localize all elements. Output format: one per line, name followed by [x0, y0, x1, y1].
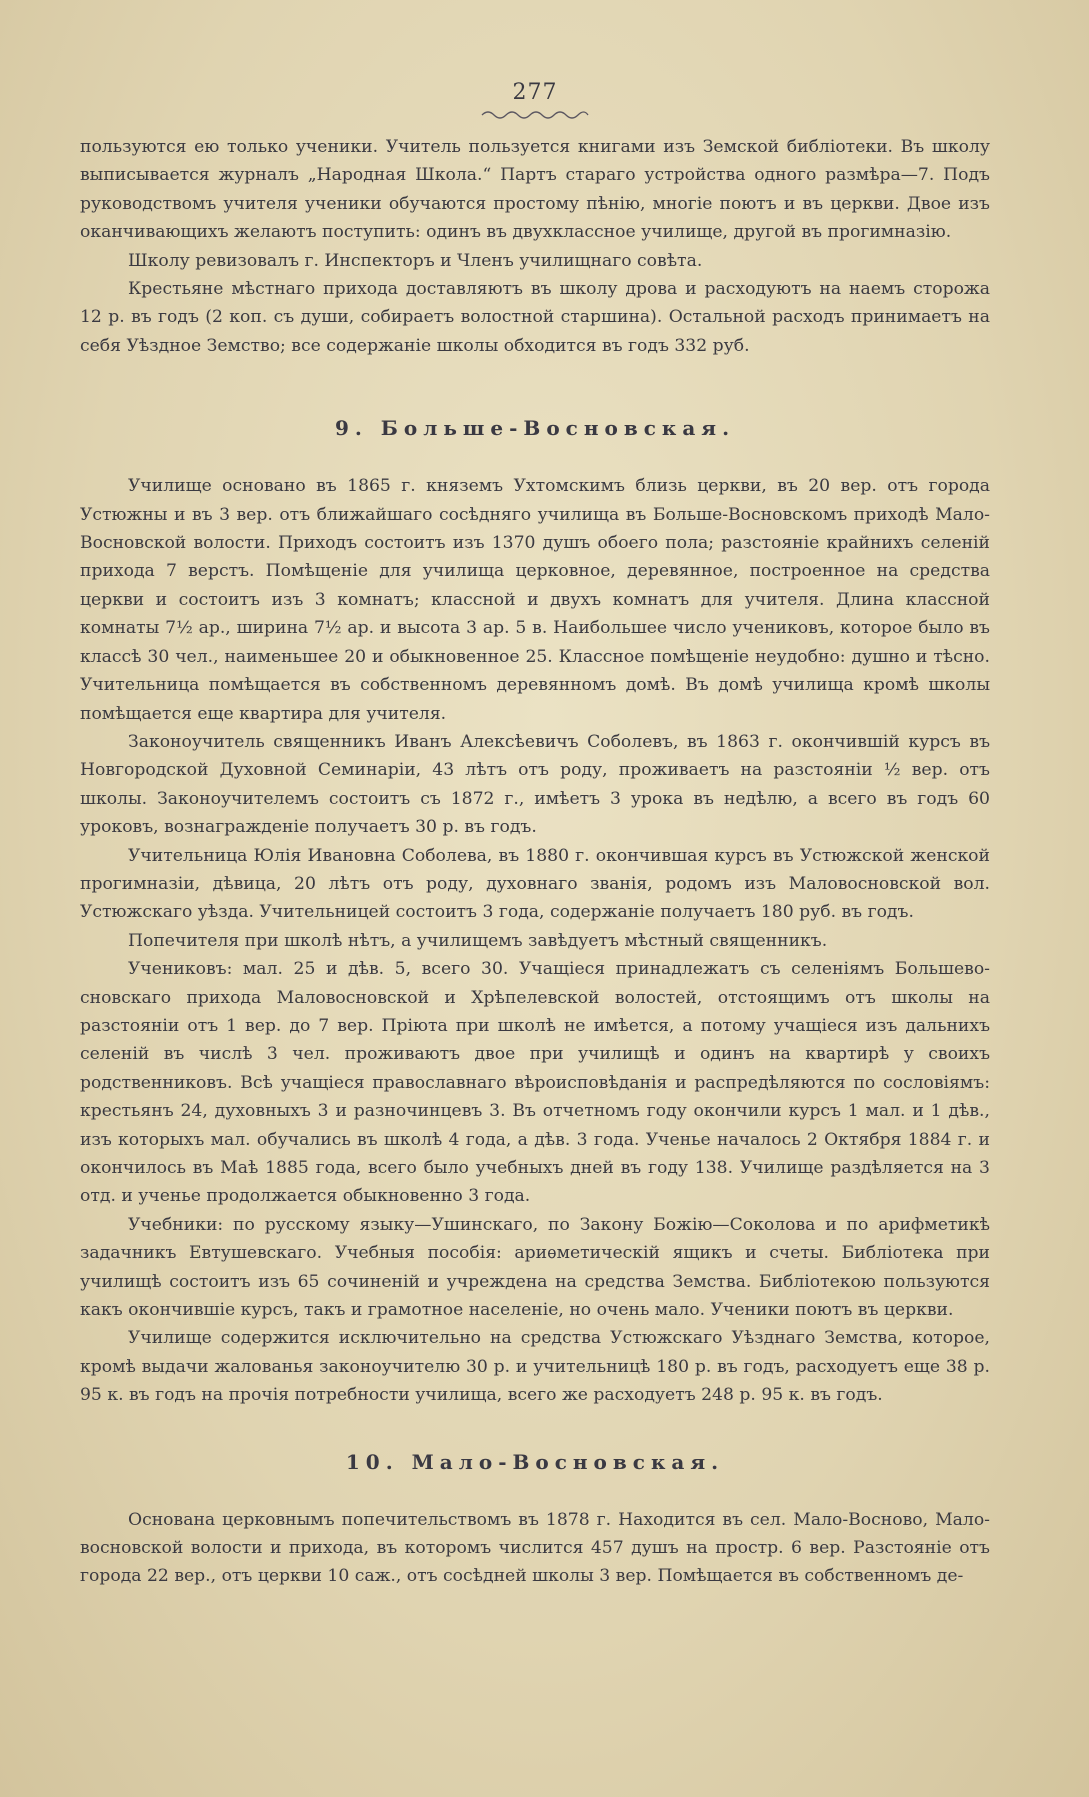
paragraph-expenses: Крестьяне мѣстнаго прихода доставляютъ въ школу дрова и расходуютъ на наемъ сторожа 12 р. въ годъ (2 коп. съ души, собираетъ волостной старшина). Остальной расходъ принимаетъ на себя Уѣздное Земство; все содержаніе школы обходится въ годъ 332 руб. [80, 279, 990, 356]
section-10-paragraph-founding: Основана церковнымъ попечительствомъ въ 1878 г. Находится въ сел. Мало-Восново, Мало-восновской волости и прихода, въ которомъ числится 457 душъ на простр. 6 вер. Разстояніе отъ города 22 вер., отъ церкви 10 саж., отъ сосѣдней школы 3 вер. Помѣщается въ собственномъ де- [80, 1509, 990, 1587]
paragraph-revision: Школу ревизовалъ г. Инспекторъ и Членъ училищнаго совѣта. [128, 250, 703, 271]
paragraph-continuation: пользуются ею только ученики. Учитель пользуется книгами изъ Земской библіотеки. Въ школу выписывается журналъ „Народная Школа.“ Партъ стараго устройства одного размѣра—7. Подъ руководствомъ учителя ученики обучаются простому пѣнію, многіе поютъ и въ церкви. Двое изъ оканчивающихъ желаютъ поступить: одинъ въ двухклассное училище, другой въ прогимназію. [80, 137, 990, 243]
section-9-paragraph-priest: Законоучитель священникъ Иванъ Алексѣевичъ Соболевъ, въ 1863 г. окончившій курсъ въ Новгородской Духовной Семинаріи, 43 лѣтъ отъ роду, проживаетъ на разстояніи ½ вер. отъ школы. Законоучителемъ состоитъ съ 1872 г., имѣетъ 3 урока въ недѣлю, а всего въ годъ 60 уроковъ, вознагражденіе получаетъ 30 р. въ годъ. [80, 731, 990, 838]
section-9-paragraph-textbooks: Учебники: по русскому языку—Ушинскаго, по Закону Божію—Соколова и по арифметикѣ задачникъ Евтушевскаго. Учебныя пособія: ариѳметическій ящикъ и счеты. Библіотека при училищѣ состоитъ изъ 65 сочиненій и учреждена на средства Земства. Библіотекою пользуются какъ окончившіе курсъ, такъ и грамотное населеніе, но очень мало. Ученики поютъ въ церкви. [80, 1214, 990, 1321]
ornament-divider [80, 107, 990, 123]
wave-ornament-icon [480, 108, 590, 122]
section-9-paragraph-founding: Училище основано въ 1865 г. княземъ Ухтомскимъ близь церкви, въ 20 вер. отъ города Устюжны и въ 3 вер. отъ ближайшаго сосѣдняго училища въ Больше-Восновскомъ приходѣ Мало-Восновской волости. Приходъ состоитъ изъ 1370 душъ обоего пола; разстояніе крайнихъ селеній прихода 7 верстъ. Помѣщеніе для училища церковное, деревянное, построенное на средства церкви и состоитъ изъ 3 комнатъ; классной и двухъ комнатъ для учителя. Длина классной комнаты 7½ ар., ширина 7½ ар. и высота 3 ар. 5 в. Наибольшее число учениковъ, которое было въ классѣ 30 чел., наименьшее 20 и обыкновенное 25. Классное помѣщеніе неудобно: душно и тѣсно. Учительница помѣщается въ собственномъ деревянномъ домѣ. Въ домѣ училища кромѣ школы помѣщается еще квартира для учителя. [80, 476, 990, 724]
section-9-title: 9. Больше-Восновская. [334, 416, 736, 441]
section-9-paragraph-students: Учениковъ: мал. 25 и дѣв. 5, всего 30. Учащіеся принадлежатъ съ селеніямъ Большево-сновскаго прихода Маловосновской и Хрѣпелевской волостей, отстоящимъ отъ школы на разстояніи отъ 1 вер. до 7 вер. Пріюта при школѣ не имѣется, а потому учащіеся изъ дальнихъ селеній въ числѣ 3 чел. проживаютъ двое при училищѣ и одинъ на квартирѣ у своихъ родственниковъ. Всѣ учащіеся православнаго вѣроисповѣданія и распредѣляются по сословіямъ: крестьянъ 24, духовныхъ 3 и разночинцевъ 3. Въ отчетномъ году окончили курсъ 1 мал. и 1 дѣв., изъ которыхъ мал. обучались въ школѣ 4 года, а дѣв. 3 года. Ученье началось 2 Октября 1884 г. и окончилось въ Маѣ 1885 года, всего было учебныхъ дней въ году 138. Училище раздѣляется на 3 отд. и ученье продолжается обыкновенно 3 года. [80, 959, 990, 1207]
section-9-paragraph-teacher: Учительница Юлія Ивановна Соболева, въ 1880 г. окончившая курсъ въ Устюжской женской прогимназіи, дѣвица, 20 лѣтъ отъ роду, духовнаго званія, родомъ изъ Маловосновской вол. Устюжскаго уѣзда. Учительницей состоитъ 3 года, содержаніе получаетъ 180 руб. въ годъ. [80, 845, 990, 923]
section-9-paragraph-funding: Училище содержится исключительно на средства Устюжскаго Уѣзднаго Земства, которое, кромѣ выдачи жалованья законоучителю 30 р. и учительницѣ 180 р. въ годъ, расходуетъ еще 38 р. 95 к. въ годъ на прочія потребности училища, всего же расходуетъ 248 р. 95 к. въ годъ. [80, 1328, 990, 1406]
document-page [80, 80, 990, 1591]
section-10-title: 10. Мало-Восновская. [345, 1449, 725, 1474]
section-9-paragraph-trustee: Попечителя при школѣ нѣтъ, а училищемъ завѣдуетъ мѣстный священникъ. [128, 930, 828, 951]
page-number: 277 [512, 80, 558, 105]
